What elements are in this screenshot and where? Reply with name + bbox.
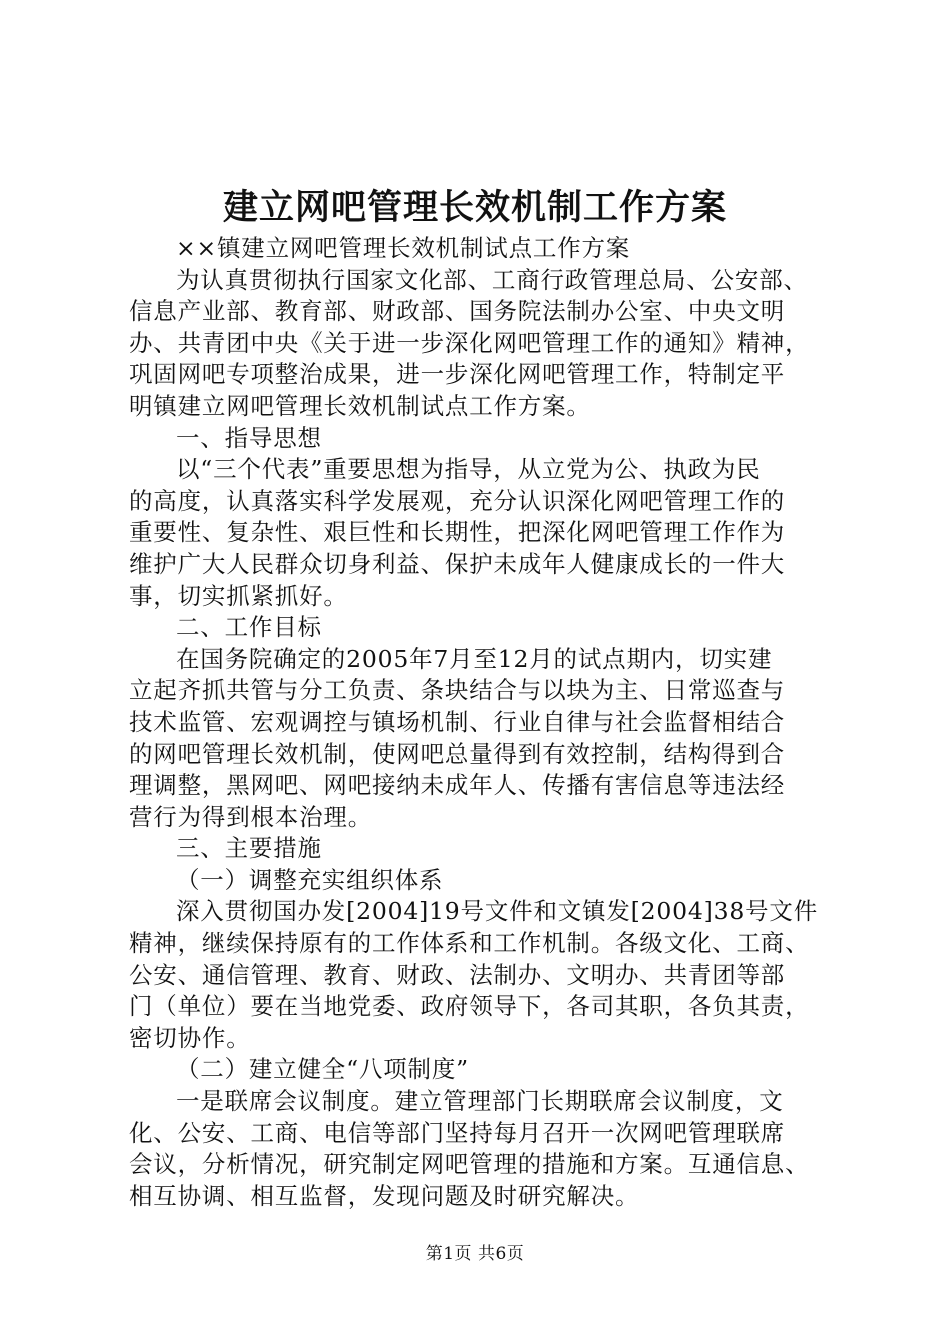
- body-line: 一是联席会议制度。建立管理部门长期联席会议制度，文: [176, 1087, 784, 1116]
- body-line: 理调整，黑网吧、网吧接纳未成年人、传播有害信息等违法经: [129, 771, 786, 800]
- body-line: 维护广大人民群众切身利益、保护未成年人健康成长的一件大: [129, 549, 786, 578]
- body-line: 明镇建立网吧管理长效机制试点工作方案。: [129, 391, 591, 420]
- body-line: 三、主要措施: [176, 834, 322, 863]
- body-line: 公安、通信管理、教育、财政、法制办、文明办、共青团等部: [129, 960, 786, 989]
- body-line: 办、共青团中央《关于进一步深化网吧管理工作的通知》精神，: [129, 328, 810, 357]
- body-line: 营行为得到根本治理。: [129, 802, 372, 831]
- body-line: 门（单位）要在当地党委、政府领导下，各司其职，各负其责，: [129, 992, 810, 1021]
- body-line: 化、公安、工商、电信等部门坚持每月召开一次网吧管理联席: [129, 1118, 786, 1147]
- body-line: 的高度，认真落实科学发展观，充分认识深化网吧管理工作的: [129, 486, 786, 515]
- body-line: （一）调整充实组织体系: [176, 865, 444, 894]
- page-footer: 第1页 共6页: [425, 1244, 525, 1264]
- body-line: 深入贯彻国办发[2004]19号文件和文镇发[2004]38号文件: [176, 897, 818, 926]
- body-line: 信息产业部、教育部、财政部、国务院法制办公室、中央文明: [129, 297, 786, 326]
- body-line: 立起齐抓共管与分工负责、条块结合与以块为主、日常巡查与: [129, 676, 786, 705]
- body-line: 为认真贯彻执行国家文化部、工商行政管理总局、公安部、: [176, 265, 808, 294]
- body-line: 事，切实抓紧抓好。: [129, 581, 348, 610]
- body-line: 巩固网吧专项整治成果，进一步深化网吧管理工作，特制定平: [129, 360, 786, 389]
- body-line: 精神，继续保持原有的工作体系和工作机制。各级文化、工商、: [129, 929, 810, 958]
- body-line: 以“三个代表”重要思想为指导，从立党为公、执政为民: [176, 455, 761, 484]
- body-line: 会议，分析情况，研究制定网吧管理的措施和方案。互通信息、: [129, 1150, 810, 1179]
- body-line: 在国务院确定的2005年7月至12月的试点期内，切实建: [176, 644, 773, 673]
- body-line: 一、指导思想: [176, 423, 322, 452]
- body-line: 的网吧管理长效机制，使网吧总量得到有效控制，结构得到合: [129, 739, 786, 768]
- document-body: [129, 233, 831, 1212]
- body-line: 重要性、复杂性、艰巨性和长期性，把深化网吧管理工作作为: [129, 518, 786, 547]
- body-line: 密切协作。: [129, 1023, 251, 1052]
- document-title: 建立网吧管理长效机制工作方案: [222, 187, 727, 228]
- body-line: ××镇建立网吧管理长效机制试点工作方案: [176, 234, 631, 262]
- body-line: 相互协调、相互监督，发现问题及时研究解决。: [129, 1181, 640, 1210]
- body-line: 技术监管、宏观调控与镇场机制、行业自律与社会监督相结合: [129, 707, 786, 736]
- body-line: （二）建立健全“八项制度”: [176, 1055, 469, 1084]
- body-line: 二、工作目标: [176, 613, 322, 642]
